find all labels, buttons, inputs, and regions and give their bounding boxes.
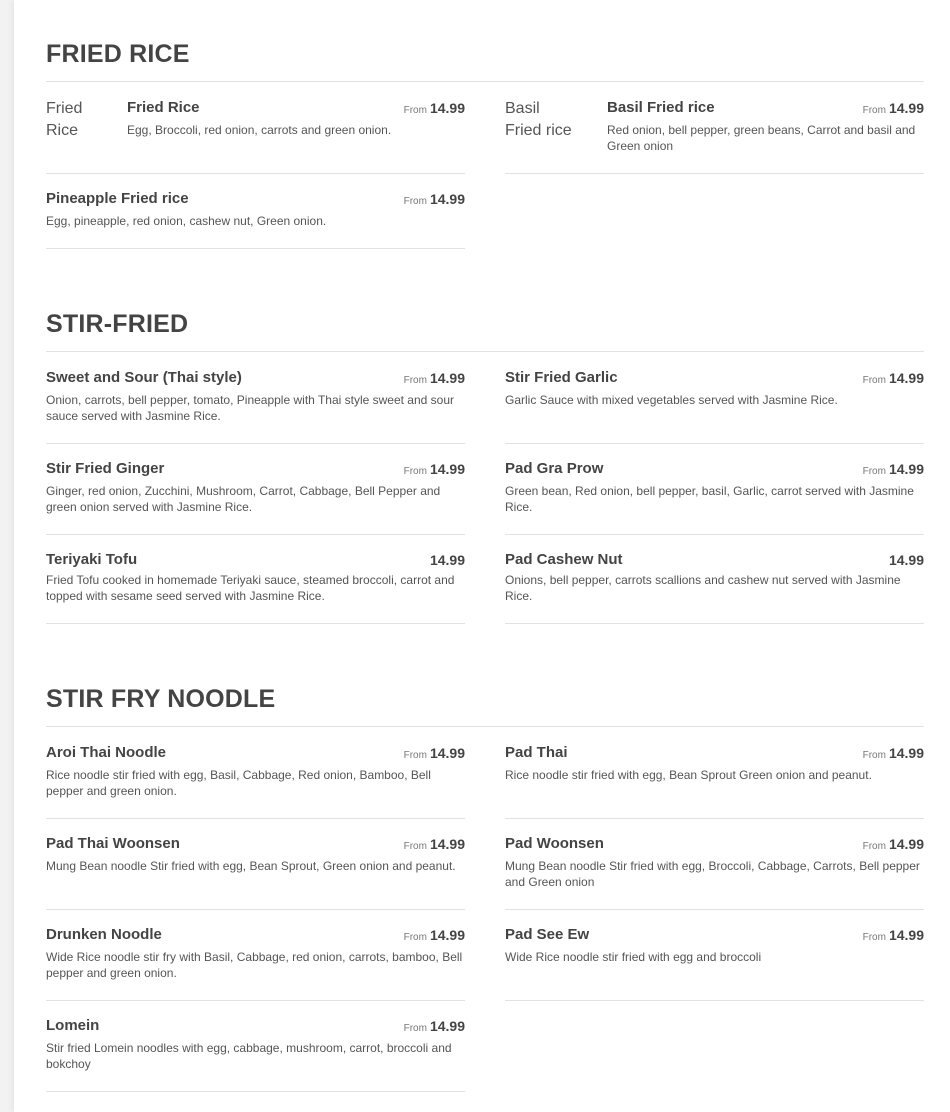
menu-item-pad-gra-prow[interactable] [505,459,924,535]
item-price: From 14.99 [403,461,465,477]
item-price: From 14.99 [403,370,465,386]
divider [505,909,924,910]
item-name: Aroi Thai Noodle [46,744,166,761]
item-description: Red onion, bell pepper, green beans, Carrot and basil and Green onion [607,123,916,153]
item-name: Lomein [46,1017,100,1034]
item-price: From 14.99 [403,836,465,852]
item-price: From 14.99 [403,1018,465,1034]
menu-item-pad-thai[interactable] [505,743,924,819]
divider [46,248,465,249]
item-description: Ginger, red onion, Zucchini, Mushroom, Carrot, Cabbage, Bell Pepper and green onion served with Jasmine Rice. [46,484,441,514]
menu-item-sweet-and-sour[interactable] [46,368,465,444]
item-description: Onions, bell pepper, carrots scallions and cashew nut served with Jasmine Rice. [505,573,901,603]
item-price: From 14.99 [862,836,924,852]
menu-item-aroi-thai-noodle[interactable] [46,743,465,819]
item-description: Wide Rice noodle stir fry with Basil, Cabbage, red onion, carrots, bamboo, Bell pepper and green onion. [46,950,463,980]
item-name: Sweet and Sour (Thai style) [46,369,242,386]
menu-item-teriyaki-tofu[interactable] [46,550,465,624]
divider [46,351,924,352]
item-name: Pad Thai Woonsen [46,835,180,852]
divider [505,1000,924,1001]
item-price: From 14.99 [862,370,924,386]
item-price: From 14.99 [862,745,924,761]
item-name: Basil Fried rice [607,99,715,116]
item-name: Teriyaki Tofu [46,551,138,568]
item-price: From 14.99 [862,461,924,477]
item-price: From 14.99 [403,191,465,207]
item-name: Stir Fried Garlic [505,369,618,386]
divider [46,623,465,624]
item-name: Pad Thai [505,744,568,761]
item-description: Egg, Broccoli, red onion, carrots and green onion. [127,123,392,137]
item-price: From 14.99 [862,927,924,943]
menu-item-pad-see-ew[interactable] [505,925,924,1001]
divider [46,818,465,819]
item-price: From 14.99 [862,100,924,116]
item-price: 14.99 [888,552,924,568]
menu-item-pad-cashew-nut[interactable] [505,550,924,624]
item-description: Onion, carrots, bell pepper, tomato, Pineapple with Thai style sweet and sour sauce served with Jasmine Rice. [46,393,455,423]
divider [505,534,924,535]
menu-item-drunken-noodle[interactable] [46,925,465,1001]
divider [505,173,924,174]
item-image: Fried Rice [46,100,83,139]
item-price: From 14.99 [403,745,465,761]
item-description: Green bean, Red onion, bell pepper, basil, Garlic, carrot served with Jasmine Rice. [505,484,914,514]
item-image: Basil Fried rice [505,100,572,139]
item-description: Rice noodle stir fried with egg, Basil, Cabbage, Red onion, Bamboo, Bell pepper and green onion. [46,768,431,798]
item-name: Drunken Noodle [46,926,162,943]
divider [46,443,465,444]
section-title: STIR-FRIED [46,310,189,338]
menu-item-pad-thai-woonsen[interactable] [46,834,465,910]
menu-item-pad-woonsen[interactable] [505,834,924,910]
menu-page [14,0,950,1112]
item-name: Pad Woonsen [505,835,604,852]
divider [46,1091,465,1092]
item-description: Egg, pineapple, red onion, cashew nut, Green onion. [46,214,327,228]
divider [46,173,465,174]
section-title: FRIED RICE [46,40,190,68]
divider [505,818,924,819]
section-title: STIR FRY NOODLE [46,685,276,713]
item-description: Wide Rice noodle stir fried with egg and broccoli [505,950,762,964]
item-name: Pineapple Fried rice [46,190,189,207]
menu-item-basil-fried-rice[interactable] [505,98,924,174]
menu-item-stir-fried-ginger[interactable] [46,459,465,535]
divider [46,534,465,535]
item-price: From 14.99 [403,927,465,943]
item-name: Stir Fried Ginger [46,460,165,477]
item-name: Pad Cashew Nut [505,551,623,568]
divider [46,909,465,910]
item-description: Garlic Sauce with mixed vegetables served with Jasmine Rice. [505,393,838,407]
item-description: Mung Bean noodle Stir fried with egg, Broccoli, Cabbage, Carrots, Bell pepper and Green onion [505,859,920,889]
menu-item-pineapple-fried-rice[interactable] [46,189,465,249]
item-description: Fried Tofu cooked in homemade Teriyaki sauce, steamed broccoli, carrot and topped with sesame seed served with Jasmine Rice. [46,573,455,603]
menu-item-fried-rice[interactable] [46,98,465,174]
item-description: Rice noodle stir fried with egg, Bean Sprout Green onion and peanut. [505,768,872,782]
divider [46,726,924,727]
divider [46,81,924,82]
divider [46,1000,465,1001]
item-price: From 14.99 [403,100,465,116]
menu-item-lomein[interactable] [46,1016,465,1092]
item-name: Fried Rice [127,99,200,116]
item-price: 14.99 [429,552,465,568]
menu-item-stir-fried-garlic[interactable] [505,368,924,444]
item-name: Pad See Ew [505,926,590,943]
divider [505,623,924,624]
item-description: Stir fried Lomein noodles with egg, cabbage, mushroom, carrot, broccoli and bokchoy [46,1041,452,1071]
item-name: Pad Gra Prow [505,460,604,477]
item-description: Mung Bean noodle Stir fried with egg, Bean Sprout, Green onion and peanut. [46,859,456,873]
divider [505,443,924,444]
